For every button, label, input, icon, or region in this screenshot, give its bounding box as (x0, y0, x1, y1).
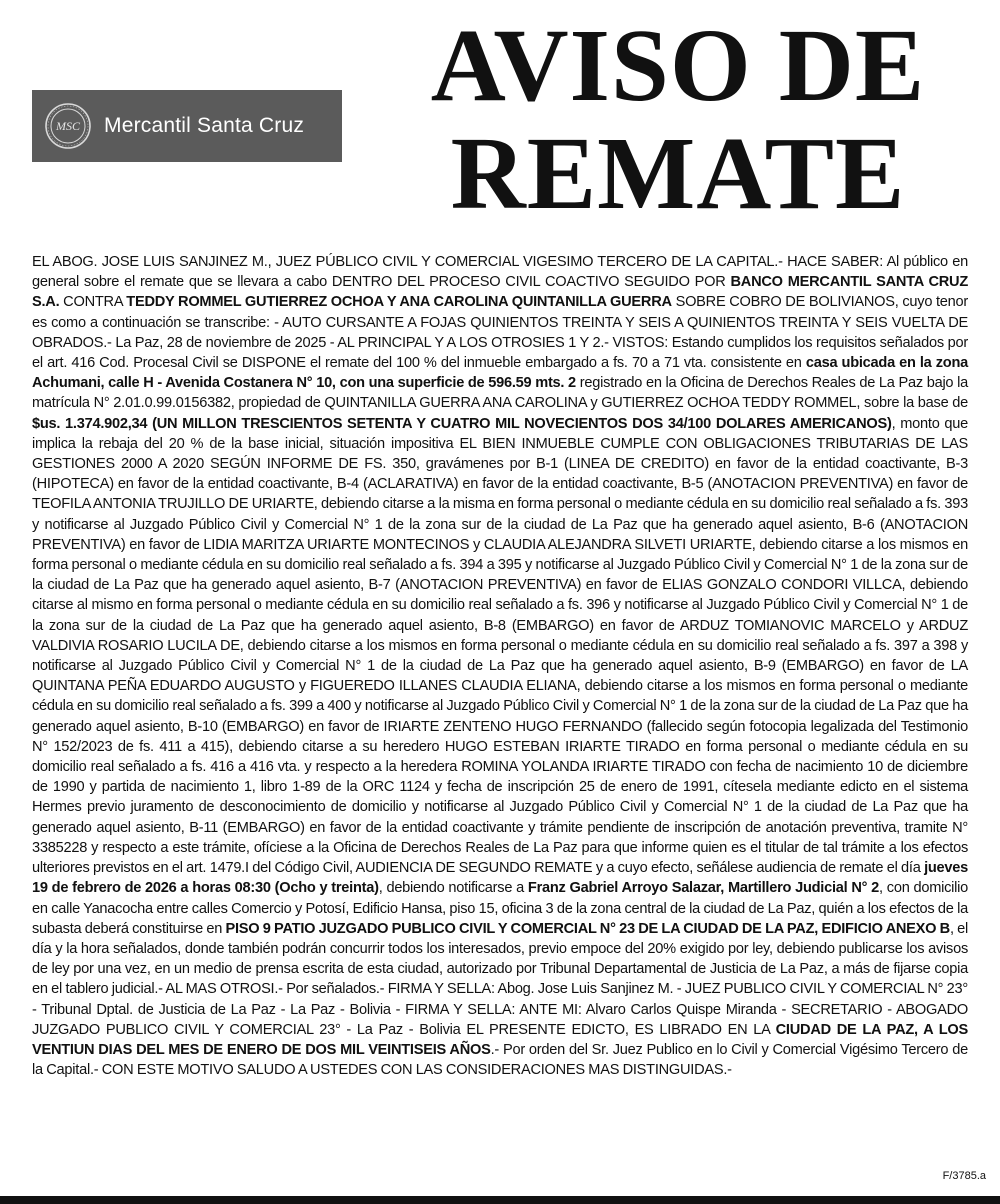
body-bold: CIUDAD DE LA PAZ, A LOS VENTIUN DIAS DEL MES DE ENERO DE DOS MIL VEINTISEIS AÑOS (32, 1021, 969, 1058)
body-bold: PISO 9 PATIO JUZGADO PUBLICO CIVIL Y COMERCIAL N° 23 DE LA CIUDAD DE LA PAZ, EDIFICIO ANEXO B (225, 920, 950, 937)
title-line-2: REMATE (450, 116, 906, 231)
body-text: , debiendo notificarse a (378, 880, 528, 897)
bank-seal-icon (44, 102, 92, 150)
body-text: registrado en la Oficina de Derechos Reales de La Paz bajo la matrícula N° 2.01.0.99.0156382, propiedad de QUINTANILLA GUERRA ANA CAROLINA y GUTIERREZ OCHOA TEDDY ROMMEL, sobre la base de (32, 375, 968, 412)
bottom-rule (0, 1196, 1000, 1204)
body-text: , monto que implica la rebaja del 20 % de la base inicial, situación impositiva EL BIEN INMUEBLE CUMPLE CON OBLIGACIONES TRIBUTARIAS DE LAS GESTIONES 2000 A 2020 SEGÚN INFORME DE FS. 350, gravámenes por B-1 (LINEA DE CREDITO) en favor de la entidad coactivante, B-3 (HIPOTECA) en favor de la entidad coactivante, B-4 (ACLARATIVA) en favor de la entidad coactivante, B-5 (ANOTACION PREVENTIVA) en favor de TEOFILA ANTONIA TRUJILLO DE URIARTE, debiendo citarse a la misma en forma personal o mediante cédula en su domicilio real señalado a fs. 393 y notificarse al Juzgado Público Civil y Comercial N° 1 de la zona sur de la ciudad de La Paz que ha generado aquel asiento, B-6 (ANOTACION PREVENTIVA) en favor de LIDIA MARITZA URIARTE MONTECINOS y CLAUDIA ALEJANDRA SILVETI URIARTE, debiendo citarse a los mismos en forma personal o mediante cédula en su domicilio real señalado a fs. 394 a 395 y notificarse al Juzgado Público Civil y Comercial N° 1 de la zona sur de la ciudad de La Paz que ha generado aquel asiento, B-7 (ANOTACION PREVENTIVA) en favor de ELIAS GONZALO CONDORI VILLCA, debiendo citarse al mismo en forma personal o mediante cédula en su domicilio real señalado a fs. 396 y notificarse al Juzgado Público Civil y Comercial N° 1 de la zona sur de la ciudad de La Paz que ha generado aquel asiento, B-8 (EMBARGO) en favor de ARDUZ TOMIANOVIC MARCELO y ARDUZ VALDIVIA ROSARIO LUCILA DE, debiendo citarse a los mismos en forma personal o mediante cédula en su domicilio real señalado a fs. 397 a 398 y notificarse al Juzgado Público Civil y Comercial N° 1 de la ciudad de La Paz que ha generado aquel asiento, B-9 (EMBARGO) en favor de LA QUINTANA PEÑA EDUARDO AUGUSTO y FIGUEREDO ILLANES CLAUDIA ELIANA, debiendo citarse a los mismos en forma personal o mediante cédula en su domicilio real señalado a fs. 399 a 400 y notificarse al Juzgado Público Civil y Comercial N° 1 de la zona sur de la ciudad de La Paz que ha generado aquel asiento, B-10 (EMBARGO) en favor de IRIARTE ZENTENO HUGO FERNANDO (fallecido según fotocopia legalizada del Testimonio N° 152/2023 de fs. 411 a 415), debiendo citarse a su heredero HUGO ESTEBAN IRIARTE TIRADO en forma personal o mediante cédula en su domicilio real señalado a fs. 416 a 416 vta. y respecto a la heredera ROMINA YOLANDA IRIARTE TIRADO con fecha de nacimiento 10 de diciembre de 1990 y partida de nacimiento 1, libro 1-89 de la ORC 1124 y fecha de inscripción 25 de enero de 1991, cítesela mediante edicto en el sistema Hermes previo juramento de desconocimiento de domicilio y notificarse al Juzgado Público Civil y Comercial N° 1 de la ciudad de La Paz que ha generado aquel asiento, B-11 (EMBARGO) en favor de la entidad coactivante y trámite pendiente de inscripción de anotación preventiva, tramite N° 3385228 y respecto a este trámite, ofíciese a la Oficina de Derechos Reales de La Paz para que informe quien es el titular de tal trámite a los efectos ulteriores previstos en el art. 1479.I del Código Civil, AUDIENCIA DE SEGUNDO REMATE y a cuyo efecto, señálese audiencia de remate el día (32, 415, 969, 877)
body-text: EL ABOG. JOSE LUIS SANJINEZ M., JUEZ PÚBLICO CIVIL Y COMERCIAL VIGESIMO TERCERO DE LA CAPITAL.- HACE SABER: Al público en general sobre el remate que se llevara a cabo DENTRO DEL PROCESO CIVIL COACTIVO SEGUIDO POR (32, 254, 968, 291)
body-bold: jueves 19 de febrero de 2026 a horas 08:30 (Ocho y treinta) (32, 860, 968, 897)
svg-text:MSC: MSC (56, 119, 80, 133)
body-text: , con domicilio en calle Yanacocha entre calles Comercio y Potosí, Edificio Hansa, piso 15, oficina 3 de la zona central de la ciudad de La Paz, quién a los efectos de la subasta deberá constituirse en (32, 880, 969, 937)
brand-name: Mercantil Santa Cruz (104, 114, 305, 137)
brand-logo (32, 90, 342, 162)
notice-body (32, 252, 968, 1080)
body-bold: Franz Gabriel Arroyo Salazar, Martillero Judicial N° 2 (527, 880, 880, 897)
body-text: , el día y la hora señalados, donde también podrán concurrir todos los interesados, previo empoce del 20% exigido por ley, debiendo publicarse los avisos de ley por una vez, en un medio de prensa escrita de esta ciudad, autorizado por Tribunal Departamental de Justicia de La Paz, a más de fijarse copia en el tablero judicial.- AL MAS OTROSI.- Por señalados.- FIRMA Y SELLA: Abog. Jose Luis Sanjinez M. - JUEZ PUBLICO CIVIL Y COMERCIAL N° 23° - Tribunal Dptal. de Justicia de La Paz - La Paz - Bolivia - FIRMA Y SELLA: ANTE MI: Alvaro Carlos Quispe Miranda - SECRETARIO - ABOGADO JUZGADO PUBLICO CIVIL Y COMERCIAL 23° - La Paz - Bolivia EL PRESENTE EDICTO, ES LIBRADO EN LA (32, 920, 969, 1038)
title-line-1: AVISO DE (430, 8, 926, 123)
page-title (368, 8, 988, 231)
body-text: .- Por orden del Sr. Juez Publico en lo Civil y Comercial Vigésimo Tercero de la Capital.- CON ESTE MOTIVO SALUDO A USTEDES CON LAS CONSIDERACIONES MAS DISTINGUIDAS.- (32, 1041, 968, 1079)
body-text: SOBRE COBRO DE BOLIVIANOS, cuyo tenor es como a continuación se transcribe: - AUTO CURSANTE A FOJAS QUINIENTOS TREINTA Y SEIS A QUINIENTOS TREINTA Y SEIS VUELTA DE OBRADOS.- La Paz, 28 de noviembre de 2025 - AL PRINCIPAL Y A LOS OTROSIES 1 Y 2.- VISTOS: Estando cumplidos los requisitos señalados por el art. 416 Cod. Procesal Civil se DISPONE el remate del 100 % del inmueble embargado a fs. 70 a 71 vta. consistente en (32, 294, 969, 372)
body-bold: TEDDY ROMMEL GUTIERREZ OCHOA Y ANA CAROLINA QUINTANILLA GUERRA (126, 294, 672, 311)
body-bold: casa ubicada en la zona Achumani, calle H - Avenida Costanera N° 10, con una superficie de 596.59 mts. 2 (32, 355, 968, 392)
reference-code: F/3785.a (942, 1170, 986, 1182)
body-bold: BANCO MERCANTIL SANTA CRUZ S.A. (32, 274, 968, 311)
body-text: CONTRA (59, 294, 127, 311)
body-bold: $us. 1.374.902,34 (UN MILLON TRESCIENTOS SETENTA Y CUATRO MIL NOVECIENTOS DOS 34/100 DOLARES AMERICANOS) (32, 415, 892, 432)
